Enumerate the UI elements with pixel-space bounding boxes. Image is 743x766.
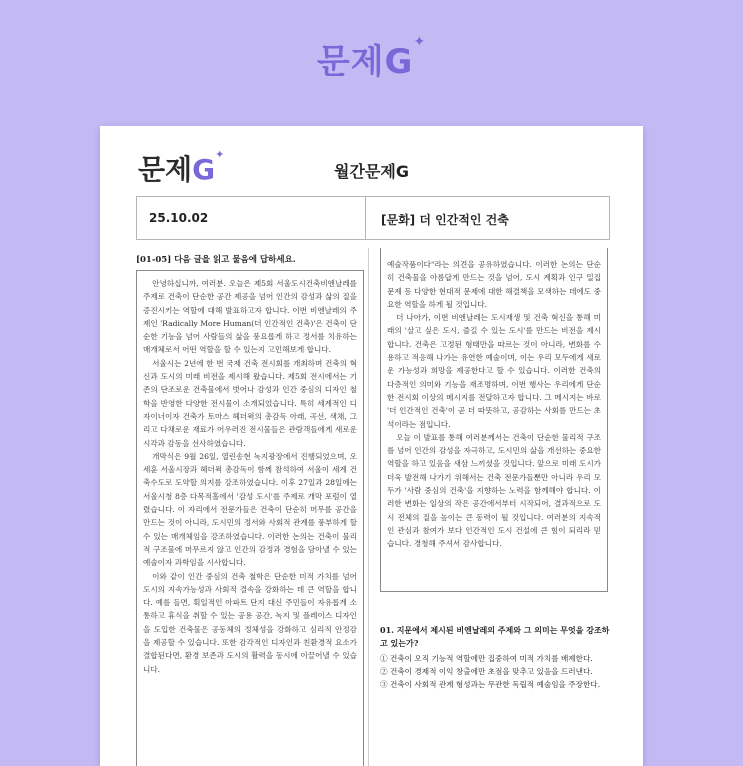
info-box <box>136 196 610 240</box>
instruction: [01-05] 다음 글을 읽고 물음에 답하세요. <box>136 255 296 265</box>
passage-paragraph: 서울시는 2년에 한 번 국제 건축 전시회를 개최하며 건축의 혁신과 도시의 미래 비전을 제시해 왔습니다. 제5회 전시에서는 기존의 단조로운 건축물에서 벗어나 감성과 인간 중심의 디자인 철학을 반영한 다양한 전시물이 소개되었습니다. 특히 세계적인 디자이너이자 건축가 토마스 헤더윅의 총감독 아래, 곡선, 색채, 그리고 다채로운 재료가 어우러진 전시물들은 관람객들에게 새로운 시각과 감동을 선사하였습니다. <box>143 358 357 448</box>
question-01 <box>380 624 612 691</box>
brand-logo <box>0 34 743 83</box>
column-divider <box>368 248 369 766</box>
answer-option-2[interactable]: ② 건축이 경제적 이익 창출에만 초점을 맞추고 있음을 드러낸다. <box>380 667 593 676</box>
sheet-logo-g: G <box>192 153 216 186</box>
passage-left-column <box>136 270 364 766</box>
answer-option-1[interactable]: ① 건축이 오직 기능적 역할에만 집중하여 미적 가치를 배제한다. <box>380 654 593 663</box>
sparkle-icon: ✦ <box>413 34 427 50</box>
question-title: 01. 지문에서 제시된 비엔날레의 주제와 그 의미는 무엇을 강조하고 있는가? <box>380 625 610 648</box>
passage-paragraph: 더 나아가, 이번 비엔날레는 도시재생 및 건축 혁신을 통해 미래의 '살고 싶은 도시, 즐길 수 있는 도시'를 만드는 비전을 제시합니다. 건축은 고정된 형태만을 따르는 것이 아니라, 변화를 수용하고 적응해 나가는 유연한 예술이며, 이는 우리 모두에게 새로운 가능성과 희망을 제공한다고 할 수 있습니다. 이러한 건축의 다층적인 의미와 기능을 재조명하며, 이번 행사는 우리에게 단순한 전시회 이상의 메시지를 전달하고자 합니다. 그 메시지는 바로 '더 인간적인 건축'이 곧 더 따뜻하고, 공감하는 사회를 만드는 초석이라는 점입니다. <box>387 313 601 429</box>
sparkle-icon: ✦ <box>215 148 225 161</box>
issue-date: 25.10.02 <box>149 211 209 225</box>
passage-paragraph: 오늘 이 발표를 통해 여러분께서는 건축이 단순한 물리적 구조를 넘어 인간의 감성을 자극하고, 도시민의 삶을 개선하는 중요한 역할을 하고 있음을 새삼 느끼셨을 것입니다. 앞으로 미래 도시가 더욱 발전해 나가기 위해서는 건축 전문가들뿐만 아니라 우리 모두가 '사람 중심의 건축'을 지향하는 노력을 함께해야 합니다. 이러한 변화는 일상의 작은 공간에서부터 시작되어, 결과적으로 도시 전체의 질을 높이는 큰 동력이 될 것입니다. 여러분의 지속적인 관심과 참여가 보다 인간적인 도시 건설에 큰 힘이 되리라 믿습니다. 경청해 주셔서 감사합니다. <box>387 432 601 549</box>
worksheet <box>100 126 643 766</box>
answer-option-3[interactable]: ③ 건축이 사회적 관계 형성과는 무관한 독립적 예술임을 주장한다. <box>380 680 601 689</box>
brand-logo-g: G <box>384 42 414 82</box>
sheet-title: 월간문제G <box>334 162 409 181</box>
info-divider <box>365 197 366 239</box>
passage-paragraph: 안녕하십니까, 여러분. 오늘은 제5회 서울도시건축비엔날레를 주제로 건축이 단순한 공간 제공을 넘어 인간의 감성과 삶의 질을 증진시키는 역할에 대해 발표하고자 합니다. 이번 비엔날레의 주제인 'Radically More Human(더 인간적인 건축)'은 건축이 단순한 기능을 넘어 사람들의 삶을 풍요롭게 하고 정서를 치유하는 매개체로서 어떤 역할을 할 수 있는지 고민해보게 합니다. <box>143 279 357 355</box>
article-subject: [문화] 더 인간적인 건축 <box>381 213 509 227</box>
passage-right-column <box>380 248 608 592</box>
passage-paragraph: 예술작품이다"라는 의견을 공유하였습니다. 이러한 논의는 단순히 건축물을 아름답게 만드는 것을 넘어, 도시 계획과 인구 밀집 문제 등 다양한 현대적 문제에 대한 해결책을 모색하는 데에도 중요한 역할을 하게 될 것입니다. <box>387 260 601 309</box>
brand-logo-text: 문제 <box>316 42 385 82</box>
passage-paragraph: 개막식은 9월 26일, 열린송현 녹지광장에서 진행되었으며, 오세훈 서울시장과 헤더윅 총감독이 함께 참석하여 서울이 세계 건축수도로 도약할 의지를 강조하였습니다. 이후 27일과 28일에는 서울시청 8층 다목적홀에서 '감성 도시'를 주제로 개막 포럼이 열렸습니다. 이 자리에서 전문가들은 건축이 단순히 머무를 공간을 만드는 것이 아니라, 도시민의 정서와 사회적 관계를 풍부하게 할 수 있는 매개체임을 강조하였습니다. 이러한 논의는 건축이 물리적 구조물에 머무르지 않고 인간의 감정과 경험을 담아낼 수 있는 예술이자 과학임을 시사합니다. <box>143 451 357 568</box>
sheet-logo-text: 문제 <box>138 153 193 186</box>
passage-paragraph: 이와 같이 인간 중심의 건축 철학은 단순한 미적 가치를 넘어 도시의 지속가능성과 사회적 결속을 강화하는 데 큰 역할을 합니다. 예를 들면, 획일적인 아파트 단지 대신 주민들이 자유롭게 소통하고 휴식을 취할 수 있는 공용 공간, 녹지 및 플레이스 디자인을 도입한 건축물은 공동체의 정체성을 강화하고 심리적 안정감을 제공할 수 있습니다. 또한 감각적인 디자인과 친환경적 요소가 결합된다면, 환경 보존과 도시의 활력을 동시에 이끌어낼 수 있습니다. <box>143 571 357 674</box>
